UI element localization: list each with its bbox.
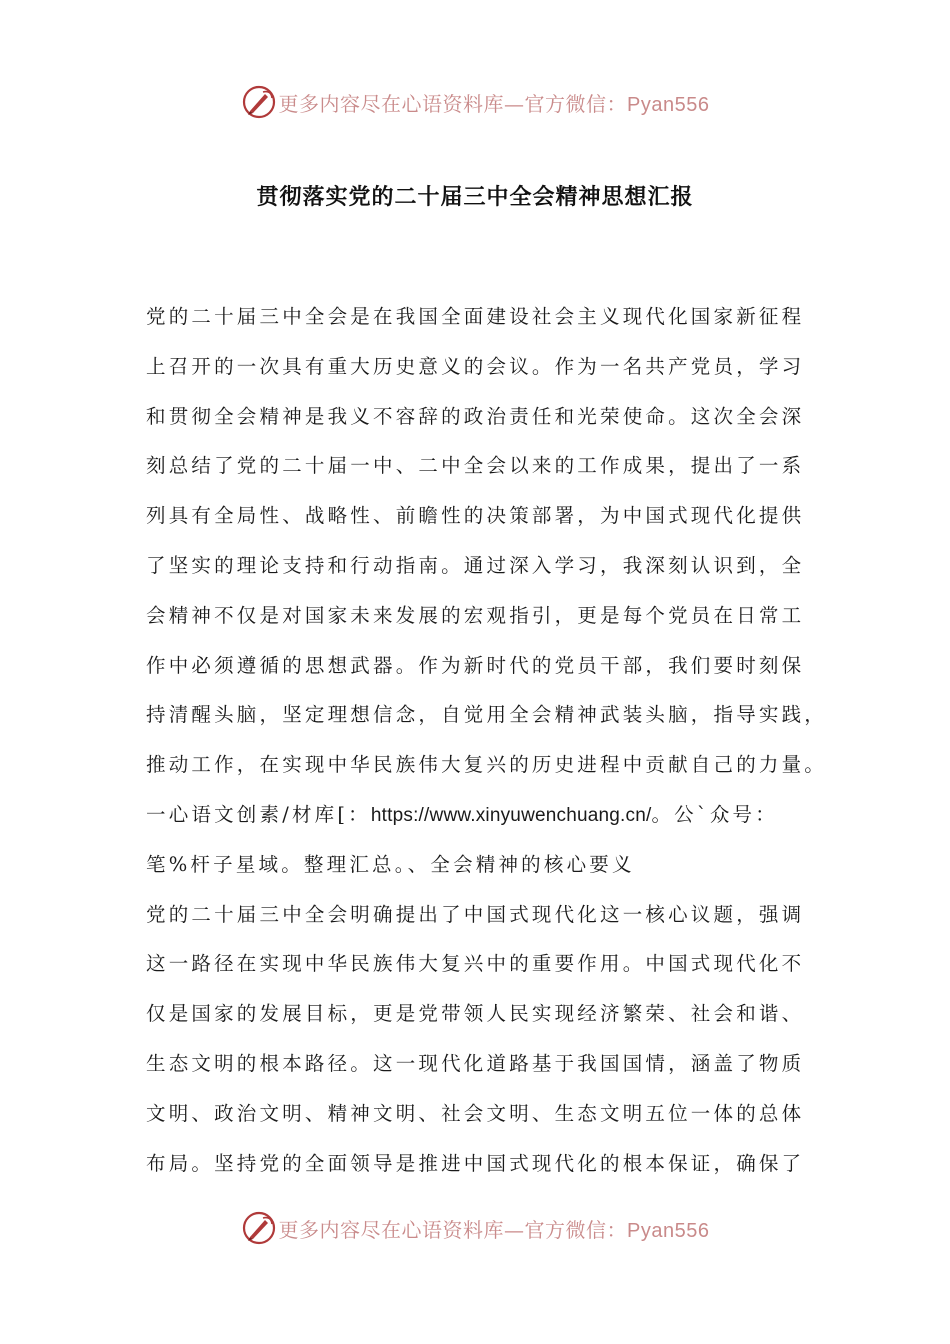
- paragraph-line: 持清醒头脑，坚定理想信念，自觉用全会精神武装头脑，指导实践，: [146, 703, 828, 727]
- ad-suffix: 。公`众号：: [651, 802, 778, 826]
- paragraph-line: 作中必须遵循的思想武器。作为新时代的党员干部，我们要时刻保: [146, 653, 805, 677]
- paragraph-line: 仅是国家的发展目标，更是党带领人民实现经济繁荣、社会和谐、: [146, 1002, 805, 1026]
- section-heading-line: 笔%杆子星域。整理汇总。、全会精神的核心要义: [146, 852, 635, 876]
- paragraph-line: 这一路径在实现中华民族伟大复兴中的重要作用。中国式现代化不: [146, 952, 805, 976]
- paragraph-line: 会精神不仅是对国家未来发展的宏观指引，更是每个党员在日常工: [146, 603, 805, 627]
- paragraph-line: 了坚实的理论支持和行动指南。通过深入学习，我深刻认识到，全: [146, 553, 805, 577]
- paragraph-line: 和贯彻全会精神是我义不容辞的政治责任和光荣使命。这次全会深: [146, 404, 805, 428]
- paragraph-line: 文明、政治文明、精神文明、社会文明、生态文明五位一体的总体: [146, 1101, 805, 1125]
- paragraph-line: 列具有全局性、战略性、前瞻性的决策部署，为中国式现代化提供: [146, 504, 805, 528]
- ad-prefix: 一心语文创素/材库[：: [146, 802, 371, 826]
- header-watermark: [0, 82, 950, 122]
- footer-watermark: [0, 1208, 950, 1248]
- watermark-text: 更多内容尽在心语资料库—官方微信：Pyan556: [278, 1217, 710, 1242]
- paragraph-line: 党的二十届三中全会是在我国全面建设社会主义现代化国家新征程: [146, 305, 805, 328]
- paragraph-line: 党的二十届三中全会明确提出了中国式现代化这一核心议题，强调: [146, 902, 805, 926]
- document-title: 贯彻落实党的二十届三中全会精神思想汇报: [256, 185, 694, 210]
- wechat-id: Pyan556: [627, 1219, 710, 1242]
- paragraph-line: 刻总结了党的二十届一中、二中全会以来的工作成果，提出了一系: [146, 454, 805, 478]
- document-body: [146, 292, 828, 1188]
- watermark-text: 更多内容尽在心语资料库—官方微信：Pyan556: [278, 91, 710, 116]
- pen-logo-icon: [241, 84, 277, 120]
- paragraph-line: 上召开的一次具有重大历史意义的会议。作为一名共产党员，学习: [146, 354, 805, 378]
- paragraph-line: 推动工作，在实现中华民族伟大复兴的历史进程中贡献自己的力量。: [146, 753, 828, 777]
- ad-line: [146, 790, 816, 840]
- paragraph-line: 布局。坚持党的全面领导是推进中国式现代化的根本保证，确保了: [146, 1151, 805, 1175]
- wechat-id: Pyan556: [627, 93, 710, 116]
- paragraph-line: 生态文明的根本路径。这一现代化道路基于我国国情，涵盖了物质: [146, 1051, 805, 1075]
- ad-url-link[interactable]: https://www.xinyuwenchuang.cn/: [370, 804, 652, 826]
- pen-logo-icon: [241, 1210, 277, 1246]
